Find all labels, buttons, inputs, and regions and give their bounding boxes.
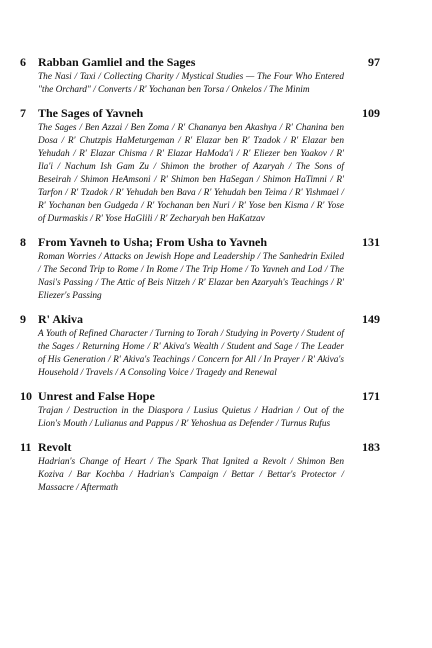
chapter-title-row: [38, 54, 380, 70]
chapter-number: 11: [20, 440, 32, 454]
chapter-number: 10: [20, 389, 32, 403]
chapter-body: [38, 54, 380, 97]
chapter-topics: Trajan / Destruction in the Diaspora / Lusius Quietus / Hadrian / Out of the Lion's Mouth / Lulianus and Pappus / R' Yehoshua as Defender / Turnus Rufus: [38, 406, 344, 429]
chapter-title-row: [38, 234, 380, 250]
chapter-topics: Hadrian's Change of Heart / The Spark That Ignited a Revolt / Shimon Ben Koziva / Bar Kochba / Hadrian's Campaign / Bettar / Bettar's Protector / Massacre / Aftermath: [38, 457, 344, 493]
chapter-number: 8: [20, 235, 26, 249]
chapter-page-number-text: 109: [362, 106, 380, 120]
toc-entry-chapter-7: [0, 105, 432, 226]
chapter-number: 6: [20, 55, 26, 69]
chapter-title: Unrest and False Hope: [38, 389, 155, 403]
chapter-body: [38, 105, 380, 226]
chapter-title: The Sages of Yavneh: [38, 106, 144, 120]
chapter-title-row: [38, 311, 380, 327]
chapter-title: From Yavneh to Usha; From Usha to Yavneh: [38, 235, 268, 249]
toc-entry-chapter-9: [0, 311, 432, 380]
toc-entry-chapter-11: [0, 439, 432, 495]
chapter-body: [38, 234, 380, 303]
toc-entry-chapter-8: [0, 234, 432, 303]
chapter-topics: The Sages / Ben Azzai / Ben Zoma / R' Chananya ben Akashya / R' Chanina ben Dosa / R' Chutzpis HaMeturgeman / R' Elazar ben R' Tzadok / R' Elazar ben Yehudah / R' Elazar Chisma / R' Elazar HaModa'i / R' Eliezer ben Yaakov / R' Ila'i / Nachum Ish Gam Zu / Shimon the brother of Azaryah / The Sons of Beseirah / Shimon HeAmsoni / R' Shimon ben HaSegan / Shimon HaTimni / R' Tarfon / R' Tzadok / R' Yehudah ben Bava / R' Yehudah ben Teima / R' Yishmael / R' Yochanan ben Gudgeda / R' Yochanan ben Nuri / R' Yose ben Kisma / R' Yose of Durmaskis / R' Yose HaGlili / R' Zecharyah ben HaKatzav: [38, 123, 344, 224]
chapter-page-number-text: 183: [362, 440, 380, 454]
chapter-topics: A Youth of Refined Character / Turning to Torah / Studying in Poverty / Student of the Sages / Returning Home / R' Akiva's Wealth / Student and Sage / The Leader of His Generation / R' Akiva's Teachings / Concern for All / In Prayer / R' Akiva's Household / Travels / A Consoling Voice / Tragedy and Renewal: [38, 329, 344, 378]
chapter-page-number-text: 97: [368, 55, 380, 69]
chapter-title-row: [38, 439, 380, 455]
chapter-page-number-text: 131: [362, 235, 380, 249]
chapter-page-number-text: 171: [362, 389, 380, 403]
chapter-topics: The Nasi / Taxi / Collecting Charity / Mystical Studies — The Four Who Entered "the Orchard" / Converts / R' Yochanan ben Torsa / Onkelos / The Minim: [38, 72, 344, 95]
chapter-body: [38, 311, 380, 380]
chapter-page-number-text: 149: [362, 312, 380, 326]
toc-entry-chapter-6: [0, 54, 432, 97]
toc-entry-chapter-10: [0, 388, 432, 431]
chapter-body: [38, 388, 380, 431]
chapter-number: 7: [20, 106, 26, 120]
chapter-title: Rabban Gamliel and the Sages: [38, 55, 196, 69]
chapter-body: [38, 439, 380, 495]
chapter-topics: Roman Worries / Attacks on Jewish Hope and Leadership / The Sanhedrin Exiled / The Second Trip to Rome / In Rome / The Trip Home / To Yavneh and Lod / The Nasi's Passing / The Attic of Beis Nitzeh / R' Elazar ben Azaryah's Teachings / R' Eliezer's Passing: [38, 252, 344, 301]
chapter-title-row: [38, 388, 380, 404]
chapter-title-row: [38, 105, 380, 121]
chapter-title: R' Akiva: [38, 312, 84, 326]
chapter-number: 9: [20, 312, 26, 326]
chapter-title: Revolt: [38, 440, 72, 454]
